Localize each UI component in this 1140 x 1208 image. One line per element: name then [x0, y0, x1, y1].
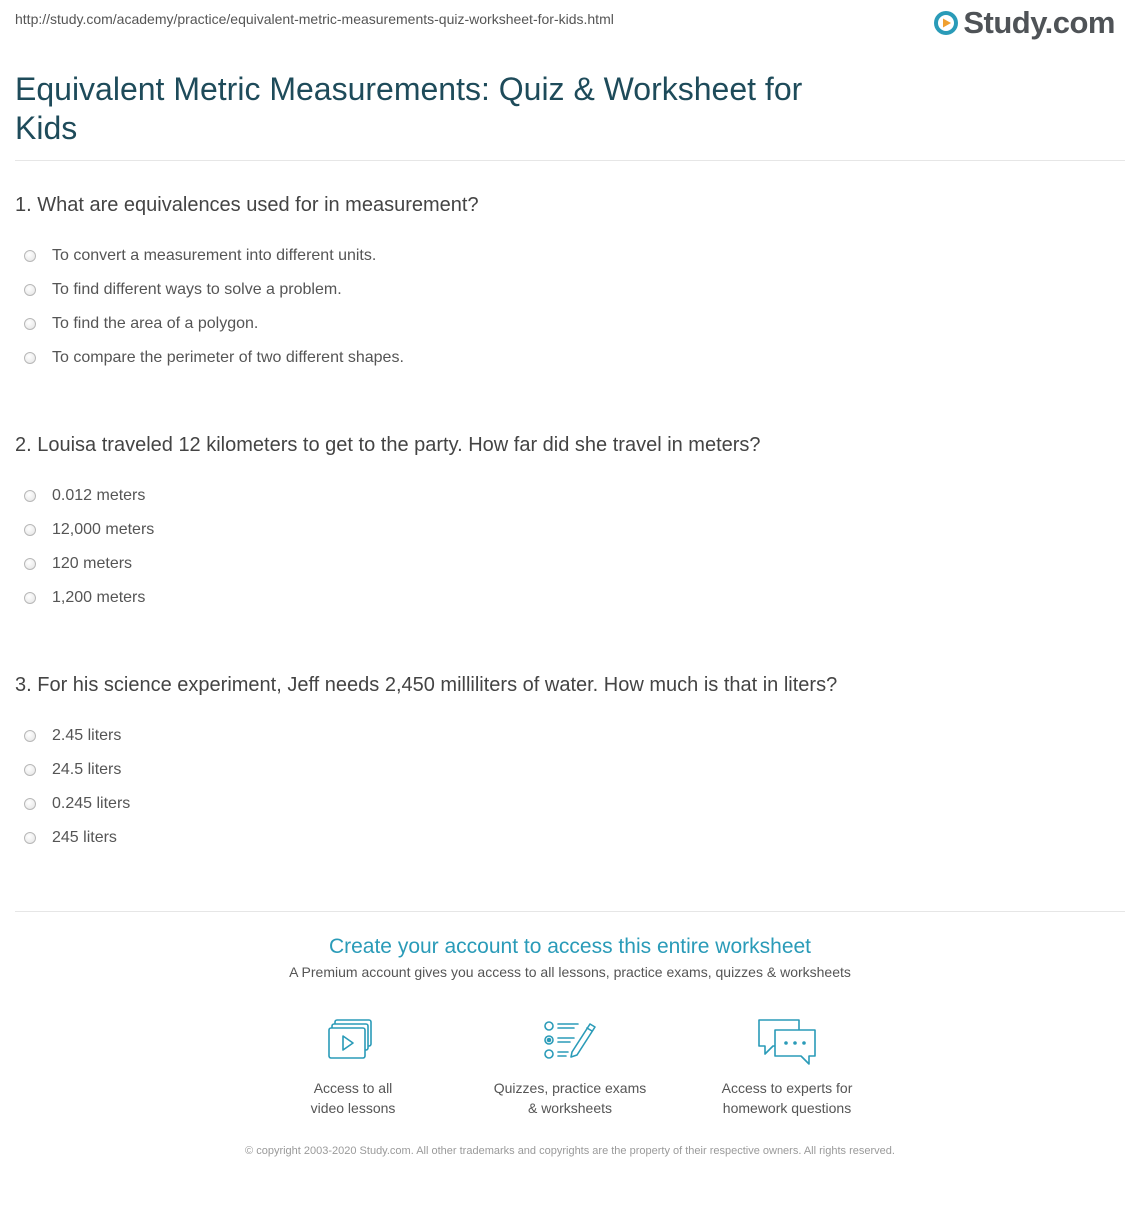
- chat-experts-icon: [755, 1016, 819, 1066]
- video-lessons-icon: [321, 1016, 385, 1066]
- page-url[interactable]: http://study.com/academy/practice/equivalent-metric-measurements-quiz-worksheet-for-kids.html: [15, 11, 614, 27]
- answer-text: To find different ways to solve a problem.: [52, 281, 342, 298]
- answer-text: 120 meters: [52, 555, 133, 572]
- answer-text: 2.45 liters: [52, 727, 122, 744]
- feature-experts: [679, 1016, 896, 1118]
- page-title: Equivalent Metric Measurements: Quiz & Worksheet for Kids: [15, 71, 803, 146]
- feature-label: Access to all video lessons: [310, 1080, 396, 1116]
- question-1: [15, 192, 1125, 380]
- answer-text: To compare the perimeter of two different shapes.: [52, 349, 404, 366]
- answer-text: 1,200 meters: [52, 589, 146, 606]
- play-logo-icon: [933, 10, 959, 36]
- radio-button[interactable]: [24, 490, 36, 502]
- radio-button[interactable]: [24, 832, 36, 844]
- study-logo[interactable]: [933, 6, 1115, 40]
- radio-button[interactable]: [24, 318, 36, 330]
- answer-list: [15, 714, 1125, 860]
- answer-text: 245 liters: [52, 829, 117, 846]
- answer-option[interactable]: [15, 576, 1125, 620]
- answer-text: To convert a measurement into different units.: [52, 247, 377, 264]
- answer-list: [15, 234, 1125, 380]
- logo-text: Study.com: [963, 5, 1115, 40]
- copyright-text: © copyright 2003-2020 Study.com. All other trademarks and copyrights are the property of their respective owners. All rights reserved.: [245, 1145, 895, 1157]
- answer-text: 0.245 liters: [52, 795, 131, 812]
- cta-subtitle: A Premium account gives you access to all lessons, practice exams, quizzes & worksheets: [289, 964, 851, 980]
- top-bar: [15, 0, 1125, 48]
- feature-label: Quizzes, practice exams & worksheets: [493, 1080, 647, 1116]
- title-divider: [15, 160, 1125, 161]
- answer-list: [15, 474, 1125, 620]
- answer-option[interactable]: [15, 816, 1125, 860]
- answer-text: 24.5 liters: [52, 761, 122, 778]
- radio-button[interactable]: [24, 250, 36, 262]
- features-row: [0, 1016, 1140, 1118]
- radio-button[interactable]: [24, 352, 36, 364]
- radio-button[interactable]: [24, 798, 36, 810]
- question-text: 3. For his science experiment, Jeff needs 2,450 milliliters of water. How much is that in liters?: [15, 674, 838, 696]
- radio-button[interactable]: [24, 524, 36, 536]
- radio-button[interactable]: [24, 764, 36, 776]
- answer-option[interactable]: [15, 336, 1125, 380]
- answer-text: 0.012 meters: [52, 487, 146, 504]
- radio-button[interactable]: [24, 592, 36, 604]
- create-account-link[interactable]: Create your account to access this entire worksheet: [328, 935, 812, 958]
- cta-section: [0, 934, 1140, 980]
- radio-button[interactable]: [24, 558, 36, 570]
- question-3: [15, 672, 1125, 860]
- quizzes-checklist-icon: [538, 1016, 602, 1066]
- answer-text: 12,000 meters: [52, 521, 155, 538]
- answer-text: To find the area of a polygon.: [52, 315, 259, 332]
- feature-label: Access to experts for homework questions: [721, 1080, 853, 1116]
- feature-video-lessons: [245, 1016, 462, 1118]
- question-text: 2. Louisa traveled 12 kilometers to get to the party. How far did she travel in meters?: [15, 434, 761, 456]
- cta-divider: [15, 911, 1125, 912]
- feature-quizzes: [462, 1016, 679, 1118]
- question-2: [15, 432, 1125, 620]
- question-text: 1. What are equivalences used for in measurement?: [15, 194, 479, 216]
- radio-button[interactable]: [24, 284, 36, 296]
- radio-button[interactable]: [24, 730, 36, 742]
